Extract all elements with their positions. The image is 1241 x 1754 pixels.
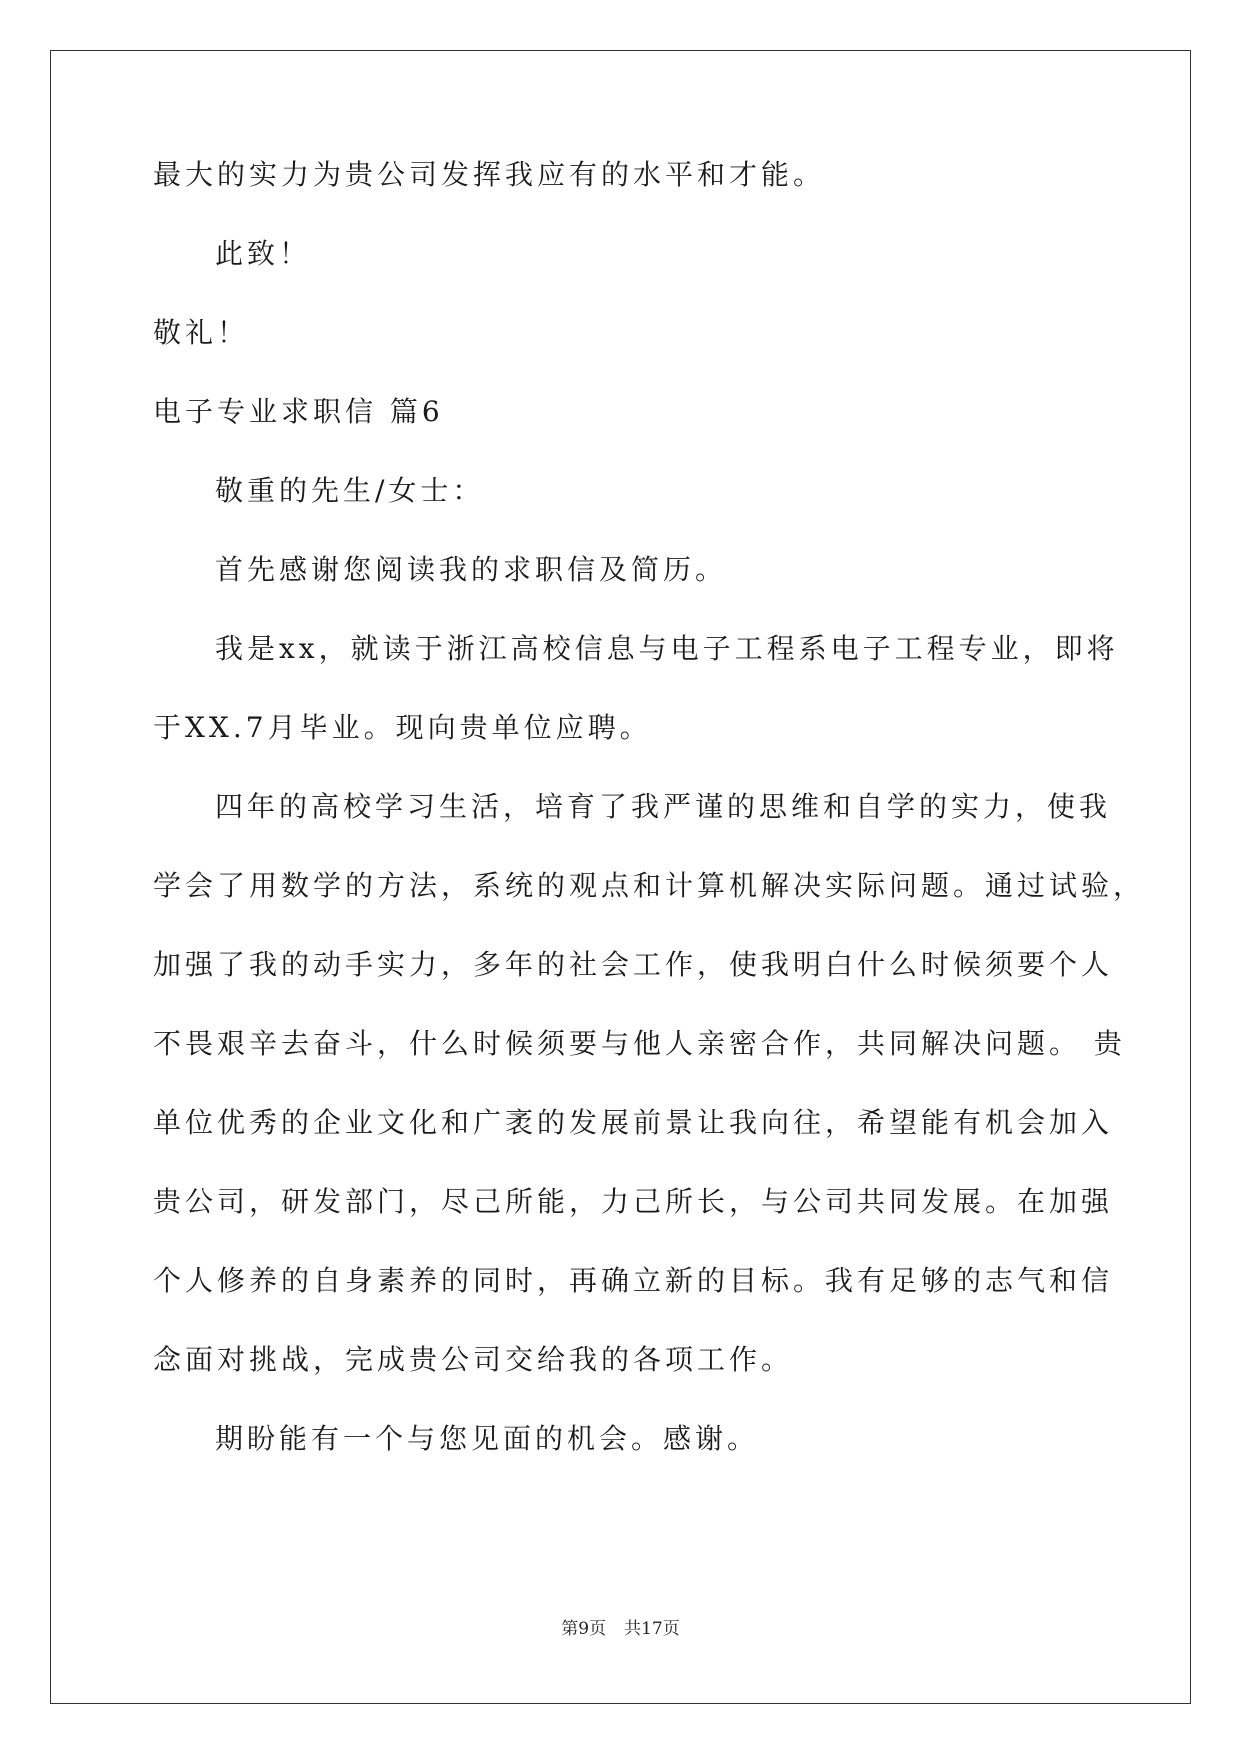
body-line: 念面对挑战，完成贵公司交给我的各项工作。 (153, 1343, 794, 1376)
body-line: 最大的实力为贵公司发挥我应有的水平和才能。 (153, 158, 826, 191)
page-footer (0, 1618, 1241, 1640)
body-line: 于XX.7月毕业。现向贵单位应聘。 (153, 711, 652, 744)
body-line: 首先感谢您阅读我的求职信及简历。 (215, 553, 728, 586)
closing-regards: 敬礼！ (153, 316, 250, 349)
section-heading: 电子专业求职信 篇6 (153, 395, 444, 428)
body-line: 我是xx，就读于浙江高校信息与电子工程系电子工程专业，即将 (215, 632, 1119, 665)
body-line: 四年的高校学习生活，培育了我严谨的思维和自学的实力，使我 (215, 790, 1112, 823)
closing-salutation: 此致！ (215, 237, 312, 270)
body-line: 贵公司，研发部门，尽己所能，力己所长，与公司共同发展。在加强 (153, 1185, 1114, 1218)
body-line: 学会了用数学的方法，系统的观点和计算机解决实际问题。通过试验， (153, 869, 1146, 902)
body-line: 个人修养的自身素养的同时，再确立新的目标。我有足够的志气和信 (153, 1264, 1114, 1297)
page-number: 第9页 (561, 1619, 607, 1639)
body-line: 期盼能有一个与您见面的机会。感谢。 (215, 1422, 760, 1455)
body-line: 单位优秀的企业文化和广袤的发展前景让我向往，希望能有机会加入 (153, 1106, 1114, 1139)
body-line: 加强了我的动手实力，多年的社会工作，使我明白什么时候须要个人 (153, 948, 1114, 981)
letter-greeting: 敬重的先生/女士： (215, 474, 485, 507)
body-line: 不畏艰辛去奋斗，什么时候须要与他人亲密合作，共同解决问题。 贵 (153, 1027, 1126, 1060)
page-total: 共17页 (624, 1619, 680, 1639)
